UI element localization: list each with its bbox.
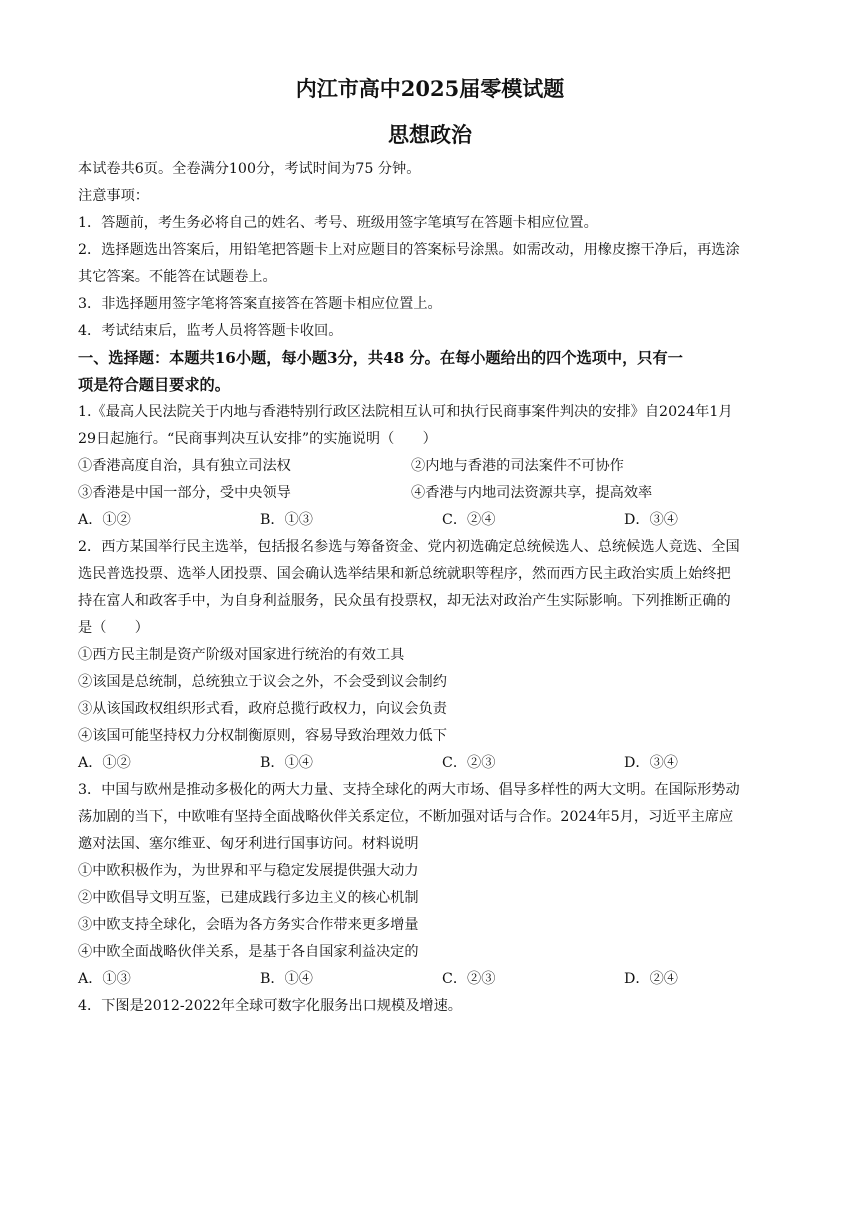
q1-choice-d: D．③④: [624, 512, 678, 528]
q2-option-4: ④该国可能坚持权力分权制衡原则，容易导致治理效力低下: [78, 728, 447, 744]
q3-choice-d: D．②④: [624, 971, 678, 987]
q4-stem: 4．下图是2012-2022年全球可数字化服务出口规模及增速。: [78, 998, 462, 1014]
q1-choice-b: B．①③: [260, 512, 313, 528]
exam-title: 内江市高中2025届零模试题: [295, 76, 565, 101]
q3-stem-continued: 邀对法国、塞尔维亚、匈牙利进行国事访问。材料说明: [78, 836, 419, 852]
q2-stem-continued: 持在富人和政客手中，为自身利益服务，民众虽有投票权，却无法对政治产生实际影响。下列推断正确的: [78, 593, 731, 609]
q2-choice-b: B．①④: [260, 755, 313, 771]
subject-title: 思想政治: [388, 122, 472, 147]
section-heading: 一、选择题：本题共16小题，每小题3分，共48 分。在每小题给出的四个选项中，只有一: [78, 349, 683, 367]
notice-item: 4．考试结束后，监考人员将答题卡收回。: [78, 323, 343, 339]
q1-choice-a: A．①②: [78, 512, 131, 528]
intro-line: 本试卷共6页。全卷满分100分，考试时间为75 分钟。: [78, 161, 421, 177]
q2-choice-c: C．②③: [442, 755, 496, 771]
q1-option-3: ③香港是中国一部分，受中央领导: [78, 485, 291, 501]
q3-choice-c: C．②③: [442, 971, 496, 987]
notice-item: 3．非选择题用签字笔将答案直接答在答题卡相应位置上。: [78, 296, 442, 312]
q3-choice-b: B．①④: [260, 971, 313, 987]
q3-option-1: ①中欧积极作为，为世界和平与稳定发展提供强大动力: [78, 863, 419, 879]
q1-stem: 1.《最高人民法院关于内地与香港特别行政区法院相互认可和执行民商事案件判决的安排》自2024年1月: [78, 404, 733, 420]
q1-option-row: [78, 456, 782, 476]
q1-stem-continued: 29日起施行。“民商事判决互认安排”的实施说明（ ）: [78, 431, 437, 447]
q1-option-2: ②内地与香港的司法案件不可协作: [411, 458, 624, 474]
q3-option-3: ③中欧支持全球化，会晤为各方务实合作带来更多增量: [78, 917, 419, 933]
q1-choice-c: C．②④: [442, 512, 496, 528]
q3-option-4: ④中欧全面战略伙伴关系，是基于各自国家利益决定的: [78, 944, 419, 960]
q2-choice-a: A．①②: [78, 755, 131, 771]
notice-item: 1．答题前，考生务必将自己的姓名、考号、班级用签字笔填写在答题卡相应位置。: [78, 215, 598, 231]
notice-item: 2．选择题选出答案后，用铅笔把答题卡上对应题目的答案标号涂黑。如需改动，用橡皮擦干净后，再选涂: [78, 242, 740, 258]
section-heading-continued: 项是符合题目要求的。: [78, 376, 230, 394]
q3-stem: 3．中国与欧州是推动多极化的两大力量、支持全球化的两大市场、倡导多样性的两大文明。在国际形势动: [78, 782, 740, 798]
q2-stem: 2．西方某国举行民主选举，包括报名参选与筹备资金、党内初选确定总统候选人、总统候选人竞选、全国: [78, 539, 740, 555]
q3-option-2: ②中欧倡导文明互鉴，已建成践行多边主义的核心机制: [78, 890, 419, 906]
q2-stem-continued: 是（ ）: [78, 620, 149, 636]
q2-option-1: ①西方民主制是资产阶级对国家进行统治的有效工具: [78, 647, 405, 663]
q2-stem-continued: 选民普选投票、选举人团投票、国会确认选举结果和新总统就职等程序，然而西方民主政治实质上始终把: [78, 566, 731, 582]
notice-heading: 注意事项：: [78, 188, 149, 204]
q3-stem-continued: 荡加剧的当下，中欧唯有坚持全面战略伙伴关系定位，不断加强对话与合作。2024年5月，习近平主席应: [78, 809, 734, 825]
q1-option-row: [78, 483, 782, 503]
q3-choice-a: A．①③: [78, 971, 131, 987]
q1-option-1: ①香港高度自治，具有独立司法权: [78, 458, 291, 474]
q2-option-3: ③从该国政权组织形式看，政府总揽行政权力，向议会负责: [78, 701, 447, 717]
q2-option-2: ②该国是总统制，总统独立于议会之外，不会受到议会制约: [78, 674, 447, 690]
notice-item-continued: 其它答案。不能答在试题卷上。: [78, 269, 277, 285]
q2-choice-d: D．③④: [624, 755, 678, 771]
q1-option-4: ④香港与内地司法资源共享，提高效率: [411, 485, 653, 501]
